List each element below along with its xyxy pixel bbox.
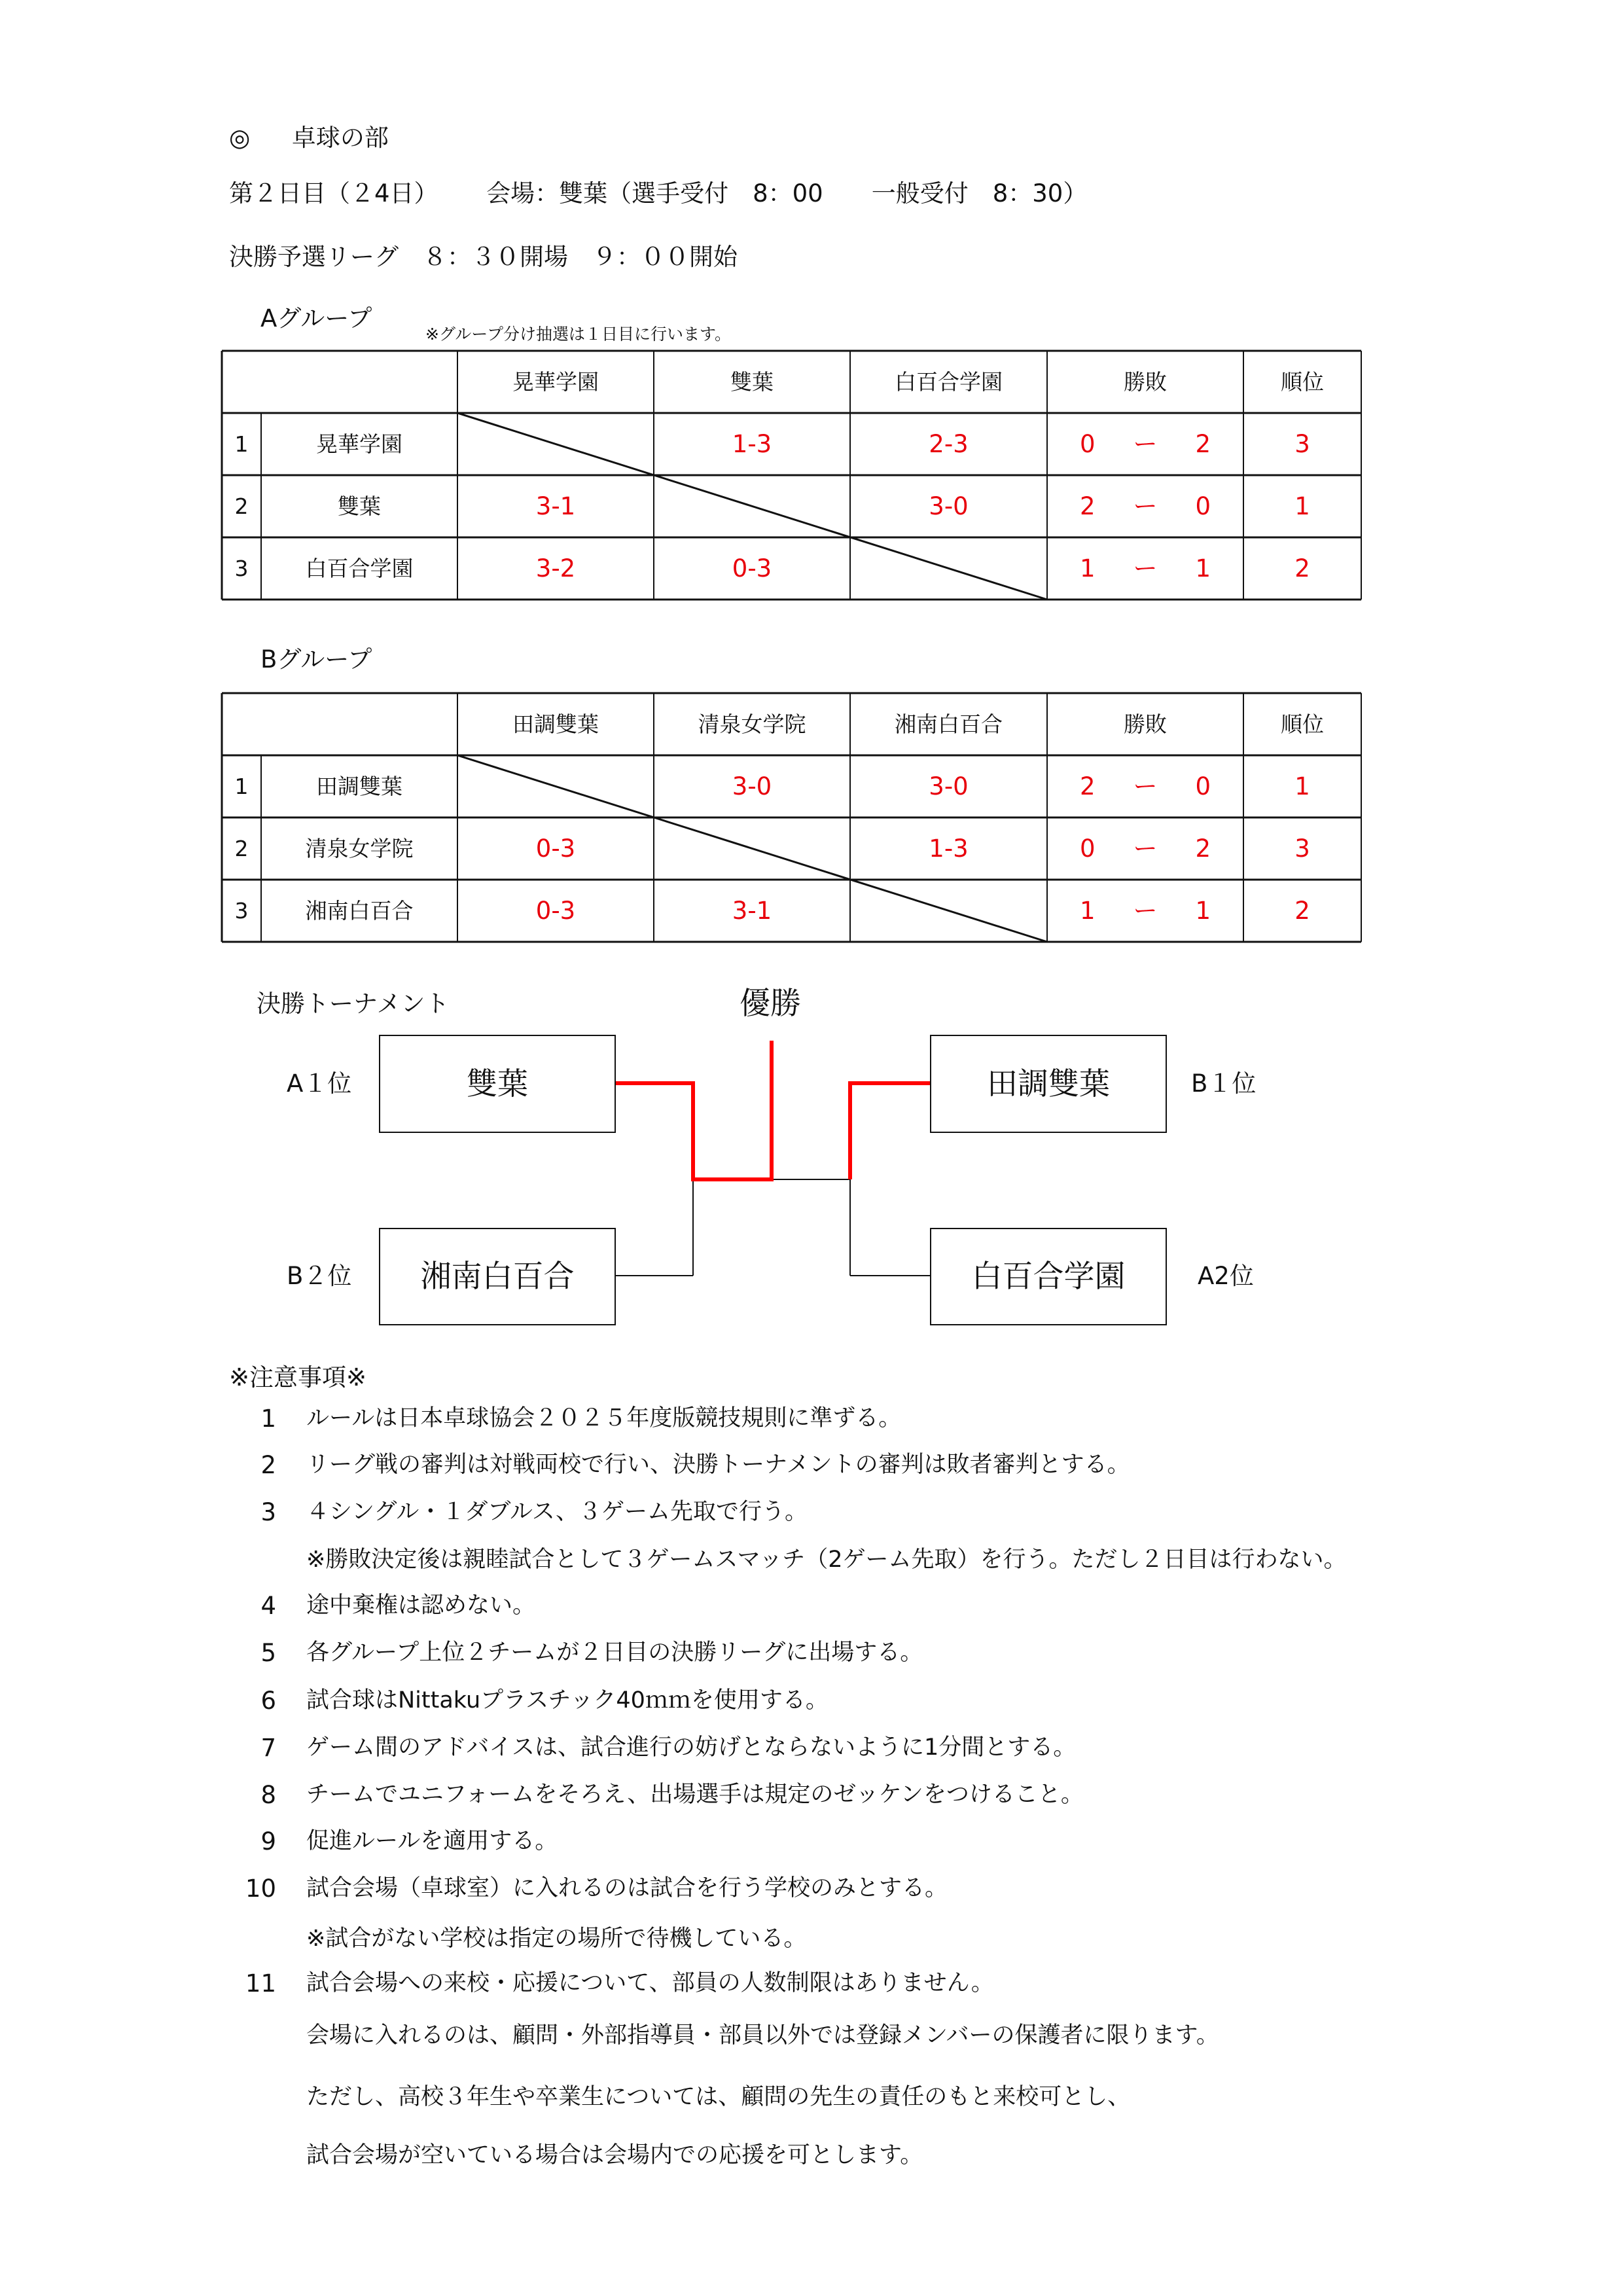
row-number: 2	[234, 836, 249, 861]
winner-path-left	[615, 1083, 772, 1179]
row-team-name: 雙葉	[338, 493, 381, 519]
note-subtext: ※勝敗決定後は親睦試合として３ゲームスマッチ（2ゲーム先取）を行う。ただし２日目は行わない。	[306, 1547, 1347, 1573]
bracket-team-b1: 田調雙葉	[930, 1035, 1167, 1133]
note-text: ルールは日本卓球協会２０２５年度版競技規則に準ずる。	[306, 1405, 902, 1431]
note-text: 試合会場への来校・応援について、部員の人数制限はありません。	[306, 1970, 994, 1996]
note-subtext: ※試合がない学校は指定の場所で待機している。	[306, 1926, 807, 1952]
seed-label-b2: B２位	[287, 1262, 352, 1290]
wins-count: 1	[1080, 554, 1096, 583]
match-score: 0-3	[732, 554, 772, 583]
note-number: 5	[260, 1639, 276, 1667]
note-number: 9	[260, 1827, 276, 1856]
losses-count: 1	[1195, 554, 1211, 583]
bracket-team-a1: 雙葉	[379, 1035, 616, 1133]
group-b-title: Bグループ	[260, 645, 372, 673]
seed-label-a1: A１位	[287, 1069, 352, 1098]
bracket-team-b2: 湘南白百合	[379, 1228, 616, 1325]
note-number: 1	[260, 1405, 276, 1433]
match-score: 3-1	[732, 897, 772, 925]
note-text: 促進ルールを適用する。	[306, 1828, 558, 1854]
match-score: 3-0	[732, 772, 772, 800]
rank-value: 3	[1294, 834, 1310, 863]
seed-label-b1: B１位	[1191, 1069, 1257, 1098]
losses-count: 0	[1195, 492, 1211, 520]
match-score: 3-0	[929, 772, 969, 800]
note-text: チームでユニフォームをそろえ、出場選手は規定のゼッケンをつけること。	[306, 1782, 1084, 1808]
row-number: 1	[234, 774, 249, 799]
row-number: 3	[234, 898, 249, 924]
match-score: 3-0	[929, 492, 969, 520]
row-team-name: 湘南白百合	[305, 898, 414, 924]
match-score: 3-2	[535, 554, 576, 583]
champion-label: 優勝	[740, 986, 801, 1022]
column-header: 晃華学園	[512, 369, 599, 395]
column-header: 順位	[1281, 711, 1324, 737]
section-title: 卓球の部	[291, 124, 389, 152]
note-number: 11	[245, 1969, 276, 1998]
day-label: 第２日目（２4日）	[229, 179, 438, 207]
dash-separator: ー	[1133, 897, 1158, 925]
seed-label-a2: A2位	[1198, 1262, 1254, 1290]
note-text: 試合会場（卓球室）に入れるのは試合を行う学校のみとする。	[306, 1875, 948, 1901]
row-number: 3	[234, 556, 249, 581]
row-team-name: 清泉女学院	[305, 836, 414, 861]
row-team-name: 白百合学園	[305, 556, 414, 581]
notes-title: ※注意事項※	[229, 1363, 367, 1391]
column-header: 清泉女学院	[698, 711, 806, 737]
note-continuation: ただし、高校３年生や卒業生については、顧問の先生の責任のもと来校可とし、	[306, 2084, 1131, 2110]
note-text: 各グループ上位２チームが２日目の決勝リーグに出場する。	[306, 1640, 923, 1666]
rank-value: 1	[1294, 492, 1310, 520]
dash-separator: ー	[1133, 492, 1158, 520]
losses-count: 2	[1195, 430, 1211, 458]
note-text: リーグ戦の審判は対戦両校で行い、決勝トーナメントの審判は敗者審判とする。	[306, 1452, 1130, 1478]
column-header: 湘南白百合	[895, 711, 1003, 737]
wins-count: 2	[1080, 772, 1096, 800]
losses-count: 0	[1195, 772, 1211, 800]
column-header: 勝敗	[1124, 369, 1167, 395]
dash-separator: ー	[1133, 834, 1158, 863]
row-team-name: 晃華学園	[316, 431, 402, 457]
losses-count: 1	[1195, 897, 1211, 925]
note-number: 6	[260, 1687, 276, 1715]
dash-separator: ー	[1133, 772, 1158, 800]
note-number: 3	[260, 1498, 276, 1526]
row-number: 1	[234, 431, 249, 457]
match-score: 2-3	[929, 430, 969, 458]
dash-separator: ー	[1133, 554, 1158, 583]
match-score: 0-3	[535, 834, 576, 863]
rank-value: 3	[1294, 430, 1310, 458]
wins-count: 2	[1080, 492, 1096, 520]
match-score: 0-3	[535, 897, 576, 925]
double-circle-icon: ◎	[229, 124, 251, 152]
wins-count: 0	[1080, 834, 1096, 863]
match-score: 3-1	[535, 492, 576, 520]
row-team-name: 田調雙葉	[316, 774, 402, 799]
note-continuation: 試合会場が空いている場合は会場内での応援を可とします。	[306, 2142, 923, 2168]
venue-label: 会場：雙葉（選手受付 8：00 一般受付 8：30）	[486, 179, 1088, 207]
rank-value: 1	[1294, 772, 1310, 800]
wins-count: 0	[1080, 430, 1096, 458]
dash-separator: ー	[1133, 430, 1158, 458]
note-text: 途中棄権は認めない。	[306, 1592, 536, 1619]
note-text: ４シングル・１ダブルス、３ゲーム先取で行う。	[306, 1499, 808, 1525]
wins-count: 1	[1080, 897, 1096, 925]
note-text: ゲーム間のアドバイスは、試合進行の妨げとならないように1分間とする。	[306, 1734, 1077, 1761]
note-continuation: 会場に入れるのは、顧問・外部指導員・部員以外では登録メンバーの保護者に限ります。	[306, 2022, 1219, 2049]
group-a-title: Aグループ	[260, 304, 372, 332]
column-header: 勝敗	[1124, 711, 1167, 737]
winner-path-right	[850, 1083, 930, 1179]
note-number: 10	[245, 1874, 276, 1903]
note-number: 7	[260, 1734, 276, 1762]
row-number: 2	[234, 493, 249, 519]
tournament-title: 決勝トーナメント	[257, 990, 450, 1018]
note-number: 2	[260, 1451, 276, 1479]
match-score: 1-3	[929, 834, 969, 863]
column-header: 田調雙葉	[512, 711, 599, 737]
group-draw-note: ※グループ分け抽選は１日目に行います。	[425, 325, 731, 344]
note-text: 試合球はNittakuプラスチック40ｍｍを使用する。	[306, 1687, 829, 1713]
column-header: 順位	[1281, 369, 1324, 395]
league-schedule: 決勝予選リーグ ８：３０開場 ９：００開始	[229, 243, 738, 271]
column-header: 雙葉	[730, 369, 774, 395]
rank-value: 2	[1294, 554, 1310, 583]
match-score: 1-3	[732, 430, 772, 458]
note-number: 4	[260, 1592, 276, 1620]
bracket-team-a2: 白百合学園	[930, 1228, 1167, 1325]
rank-value: 2	[1294, 897, 1310, 925]
column-header: 白百合学園	[895, 369, 1003, 395]
note-number: 8	[260, 1781, 276, 1809]
losses-count: 2	[1195, 834, 1211, 863]
